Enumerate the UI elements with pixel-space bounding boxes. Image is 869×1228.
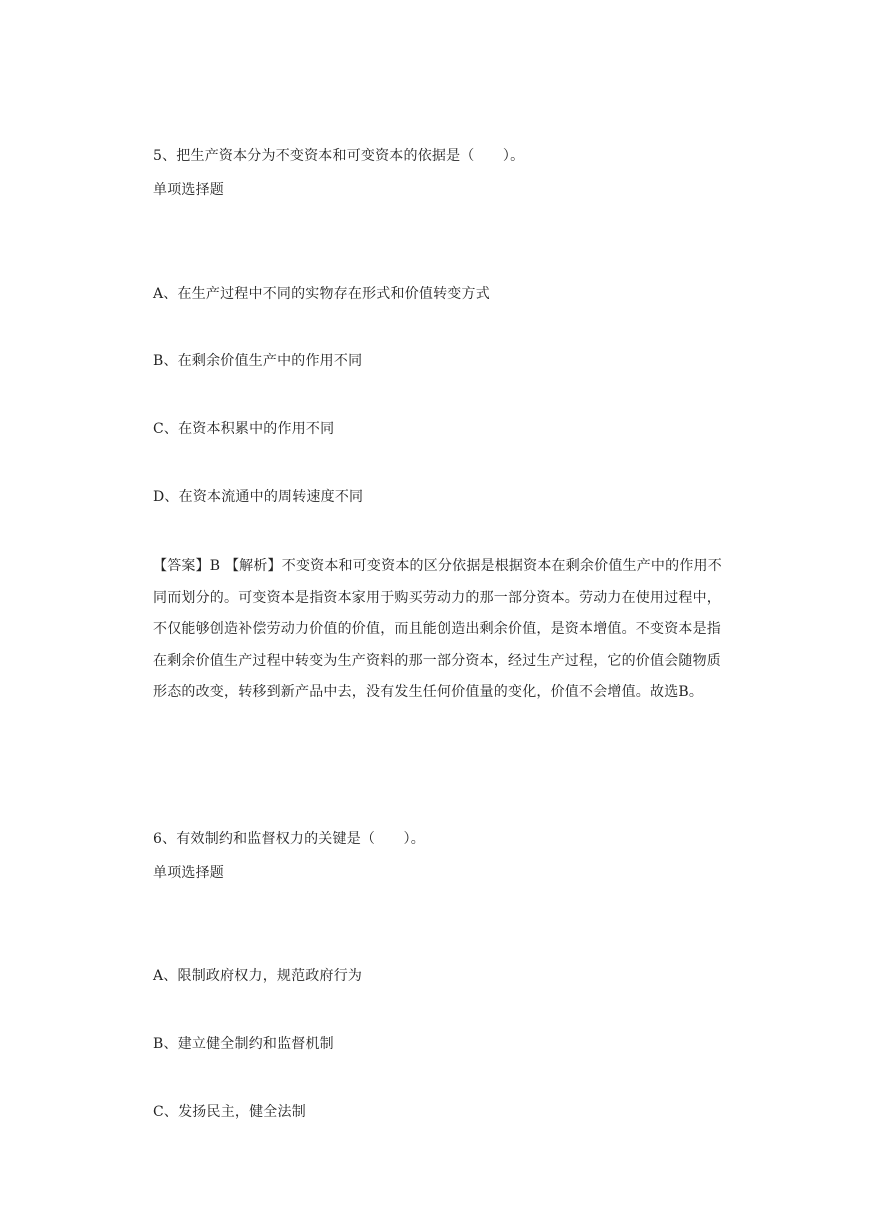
question-6-stem: 6、有效制约和监督权力的关键是（ ）。 bbox=[153, 831, 425, 847]
question-5-answer-explanation: 【答案】B 【解析】不变资本和可变资本的区分依据是根据资本在剩余价值生产中的作用不同而划分的。可变资本是指资本家用于购买劳动力的那一部分资本。劳动力在使用过程中，不仅能够创造补偿劳动力价值的价值，而且能创造出剩余价值，是资本增值。不变资本是指在剩余价值生产过程中转变为生产资料的那一部分资本，经过生产过程，它的价值会随物质形态的改变，转移到新产品中去，没有发生任何价值量的变化，价值不会增值。故选B。 bbox=[153, 558, 722, 700]
question-5-option-c: C、在资本积累中的作用不同 bbox=[153, 421, 335, 437]
question-6-option-a: A、限制政府权力，规范政府行为 bbox=[153, 968, 363, 984]
question-6-type: 单项选择题 bbox=[153, 865, 224, 881]
question-6-option-c: C、发扬民主，健全法制 bbox=[153, 1104, 306, 1120]
question-5-type: 单项选择题 bbox=[153, 182, 224, 198]
question-5-option-b: B、在剩余价值生产中的作用不同 bbox=[153, 353, 363, 369]
question-5-option-d: D、在资本流通中的周转速度不同 bbox=[153, 489, 364, 505]
question-6-option-b: B、建立健全制约和监督机制 bbox=[153, 1036, 334, 1052]
question-5-option-a: A、在生产过程中不同的实物存在形式和价值转变方式 bbox=[153, 286, 490, 302]
question-5-stem: 5、把生产资本分为不变资本和可变资本的依据是（ ）。 bbox=[153, 148, 525, 164]
